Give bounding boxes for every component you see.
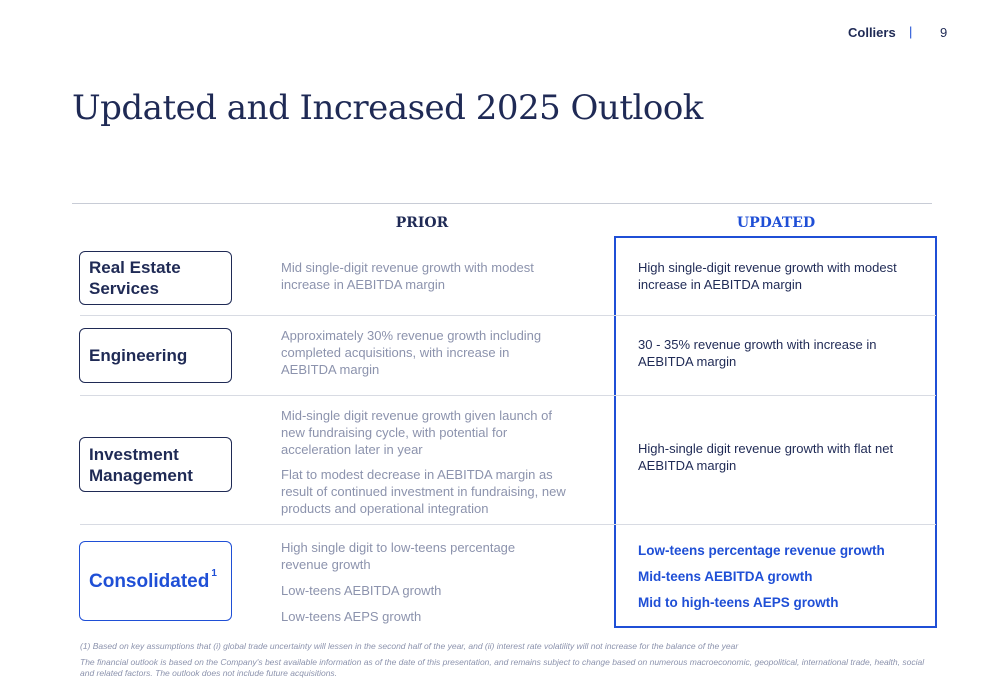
column-header-updated: UPDATED: [736, 215, 816, 231]
column-header-prior: PRIOR: [395, 215, 449, 231]
header-brand: Colliers: [848, 25, 896, 40]
page-title: Updated and Increased 2025 Outlook: [72, 88, 703, 128]
row-divider: [80, 395, 936, 396]
footnote-assumptions: (1) Based on key assumptions that (i) global trade uncertainty will lessen in the second half of the year, and (ii) interest rate volatility will not increase for the balance of the year: [80, 641, 739, 651]
prior-line: Mid-single digit revenue growth given launch of new fundraising cycle, with potential for acceleration later in year: [281, 408, 552, 457]
updated-text-consolidated: [638, 538, 923, 616]
segment-label-consolidated: [79, 541, 232, 621]
footnote-disclaimer: The financial outlook is based on the Company's best available information as of the date of this presentation, and remains subject to change based on numerous macroeconomic, geopolitical, international trade, health, social and related factors. The outlook does not include future acquisitions.: [80, 657, 925, 678]
updated-line: High-single digit revenue growth with flat net AEBITDA margin: [638, 441, 894, 473]
footnote-marker: 1: [211, 567, 217, 579]
prior-line: High single digit to low-teens percentage revenue growth: [281, 540, 516, 572]
prior-text-consolidated: [281, 539, 553, 625]
row-divider: [80, 524, 936, 525]
prior-text-engineering: [281, 327, 549, 378]
segment-label-text: Consolidated: [89, 570, 210, 592]
prior-text-investment-management: [281, 407, 569, 517]
page-number: 9: [940, 25, 948, 40]
updated-line: High single-digit revenue growth with modest increase in AEBITDA margin: [638, 260, 897, 292]
segment-label-text: Engineering: [89, 346, 188, 365]
updated-line: Mid to high-teens AEPS growth: [638, 595, 839, 610]
prior-text-real-estate-services: [281, 259, 573, 293]
updated-line: Mid-teens AEBITDA growth: [638, 569, 813, 584]
prior-line: Low-teens AEBITDA growth: [281, 583, 442, 598]
updated-text-investment-management: [638, 440, 898, 474]
header-separator: |: [909, 24, 913, 39]
segment-label-text: Real Estate Services: [89, 258, 181, 298]
prior-line: Approximately 30% revenue growth including completed acquisitions, with increase in AEBITDA margin: [281, 328, 542, 377]
segment-label-real-estate-services: [79, 251, 232, 305]
segment-label-text: Investment Management: [89, 444, 193, 485]
prior-line: Low-teens AEPS growth: [281, 609, 422, 624]
top-divider: [72, 203, 932, 204]
row-divider: [80, 315, 936, 316]
prior-line: Flat to modest decrease in AEBITDA margin as result of continued investment in fundraising, new products and operational integration: [281, 467, 566, 516]
updated-text-engineering: [638, 336, 923, 370]
updated-text-real-estate-services: [638, 259, 923, 293]
updated-line: 30 - 35% revenue growth with increase in AEBITDA margin: [638, 337, 877, 369]
segment-label-engineering: [79, 328, 232, 383]
segment-label-investment-management: [79, 437, 232, 492]
updated-line: Low-teens percentage revenue growth: [638, 543, 885, 558]
prior-line: Mid single-digit revenue growth with modest increase in AEBITDA margin: [281, 260, 534, 292]
